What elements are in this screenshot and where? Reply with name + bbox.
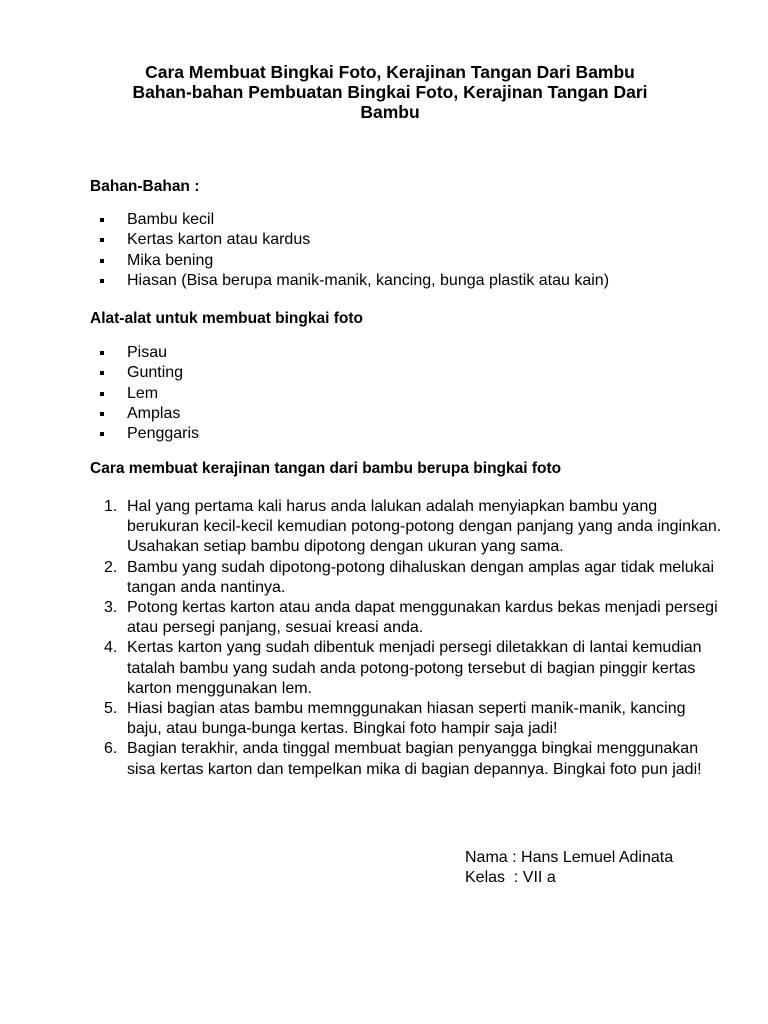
bullet-icon	[100, 371, 104, 375]
list-item	[100, 343, 199, 363]
alat-item-text: Pisau	[127, 344, 168, 361]
bullet-icon	[100, 432, 104, 436]
alat-item-text: Gunting	[127, 364, 184, 382]
bahan-item-text: Hiasan (Bisa berupa manik-manik, kancing, bunga plastik atau kain)	[127, 271, 610, 289]
step-item	[104, 699, 724, 739]
bullet-icon	[100, 259, 104, 263]
step-item	[104, 497, 724, 558]
list-item	[100, 384, 199, 404]
signature-block	[465, 848, 673, 888]
step-text: Kertas karton yang sudah dibentuk menjadi persegi diletakkan di lantai kemudian tatalah bambu yang sudah anda potong-potong tersebut di bagian pinggir kertas karton menggunakan lem.	[127, 639, 702, 697]
list-item	[100, 424, 199, 444]
step-number: 6.	[104, 740, 118, 758]
signature-class: Kelas : VII a	[465, 869, 556, 886]
list-item	[100, 251, 609, 271]
bahan-heading: Bahan-Bahan :	[90, 178, 200, 195]
list-item	[100, 363, 199, 383]
list-item	[100, 230, 609, 250]
alat-heading: Alat-alat untuk membuat bingkai foto	[90, 310, 363, 327]
list-item	[100, 271, 609, 291]
step-number: 5.	[104, 700, 118, 718]
step-number: 3.	[104, 599, 118, 617]
bullet-icon	[100, 351, 104, 355]
bahan-item-text: Mika bening	[127, 251, 214, 269]
alat-item-text: Amplas	[127, 404, 181, 422]
list-item	[100, 210, 609, 230]
step-text: Hal yang pertama kali harus anda lalukan adalah menyiapkan bambu yang berukuran kecil-kecil kemudian potong-potong dengan panjang yang anda inginkan. Usahakan setiap bambu dipotong dengan ukuran yang sama.	[127, 498, 722, 556]
step-item	[104, 739, 724, 779]
bahan-item-text: Bambu kecil	[127, 211, 215, 228]
bahan-list	[100, 210, 609, 291]
alat-item-text: Lem	[127, 384, 159, 402]
step-item	[104, 558, 724, 598]
step-text: Potong kertas karton atau anda dapat menggunakan kardus bekas menjadi persegi atau persegi panjang, sesuai kreasi anda.	[127, 599, 718, 637]
bullet-icon	[100, 218, 104, 222]
document-title	[80, 62, 700, 122]
step-item	[104, 638, 724, 699]
title-line-2: Bahan-bahan Pembuatan Bingkai Foto, Kerajinan Tangan Dari	[132, 82, 648, 102]
cara-steps-list	[104, 497, 724, 780]
step-number: 4.	[104, 639, 118, 657]
title-line-1: Cara Membuat Bingkai Foto, Kerajinan Tangan Dari Bambu	[145, 62, 635, 82]
alat-list	[100, 343, 199, 444]
step-text: Bagian terakhir, anda tinggal membuat bagian penyangga bingkai menggunakan sisa kertas karton dan tempelkan mika di bagian depannya. Bingkai foto pun jadi!	[127, 740, 702, 778]
signature-name: Nama : Hans Lemuel Adinata	[465, 849, 674, 866]
step-number: 1.	[104, 498, 118, 515]
title-line-3: Bambu	[360, 102, 420, 122]
alat-item-text: Penggaris	[127, 425, 200, 443]
bullet-icon	[100, 412, 104, 416]
bahan-item-text: Kertas karton atau kardus	[127, 231, 311, 249]
step-text: Bambu yang sudah dipotong-potong dihaluskan dengan amplas agar tidak melukai tangan anda nantinya.	[127, 558, 715, 596]
bullet-icon	[100, 279, 104, 283]
bullet-icon	[100, 238, 104, 242]
cara-heading: Cara membuat kerajinan tangan dari bambu berupa bingkai foto	[90, 460, 562, 477]
list-item	[100, 404, 199, 424]
bullet-icon	[100, 392, 104, 396]
step-text: Hiasi bagian atas bambu memnggunakan hiasan seperti manik-manik, kancing baju, atau bunga-bunga kertas. Bingkai foto hampir saja jadi!	[127, 700, 686, 738]
step-number: 2.	[104, 558, 118, 576]
step-item	[104, 598, 724, 638]
